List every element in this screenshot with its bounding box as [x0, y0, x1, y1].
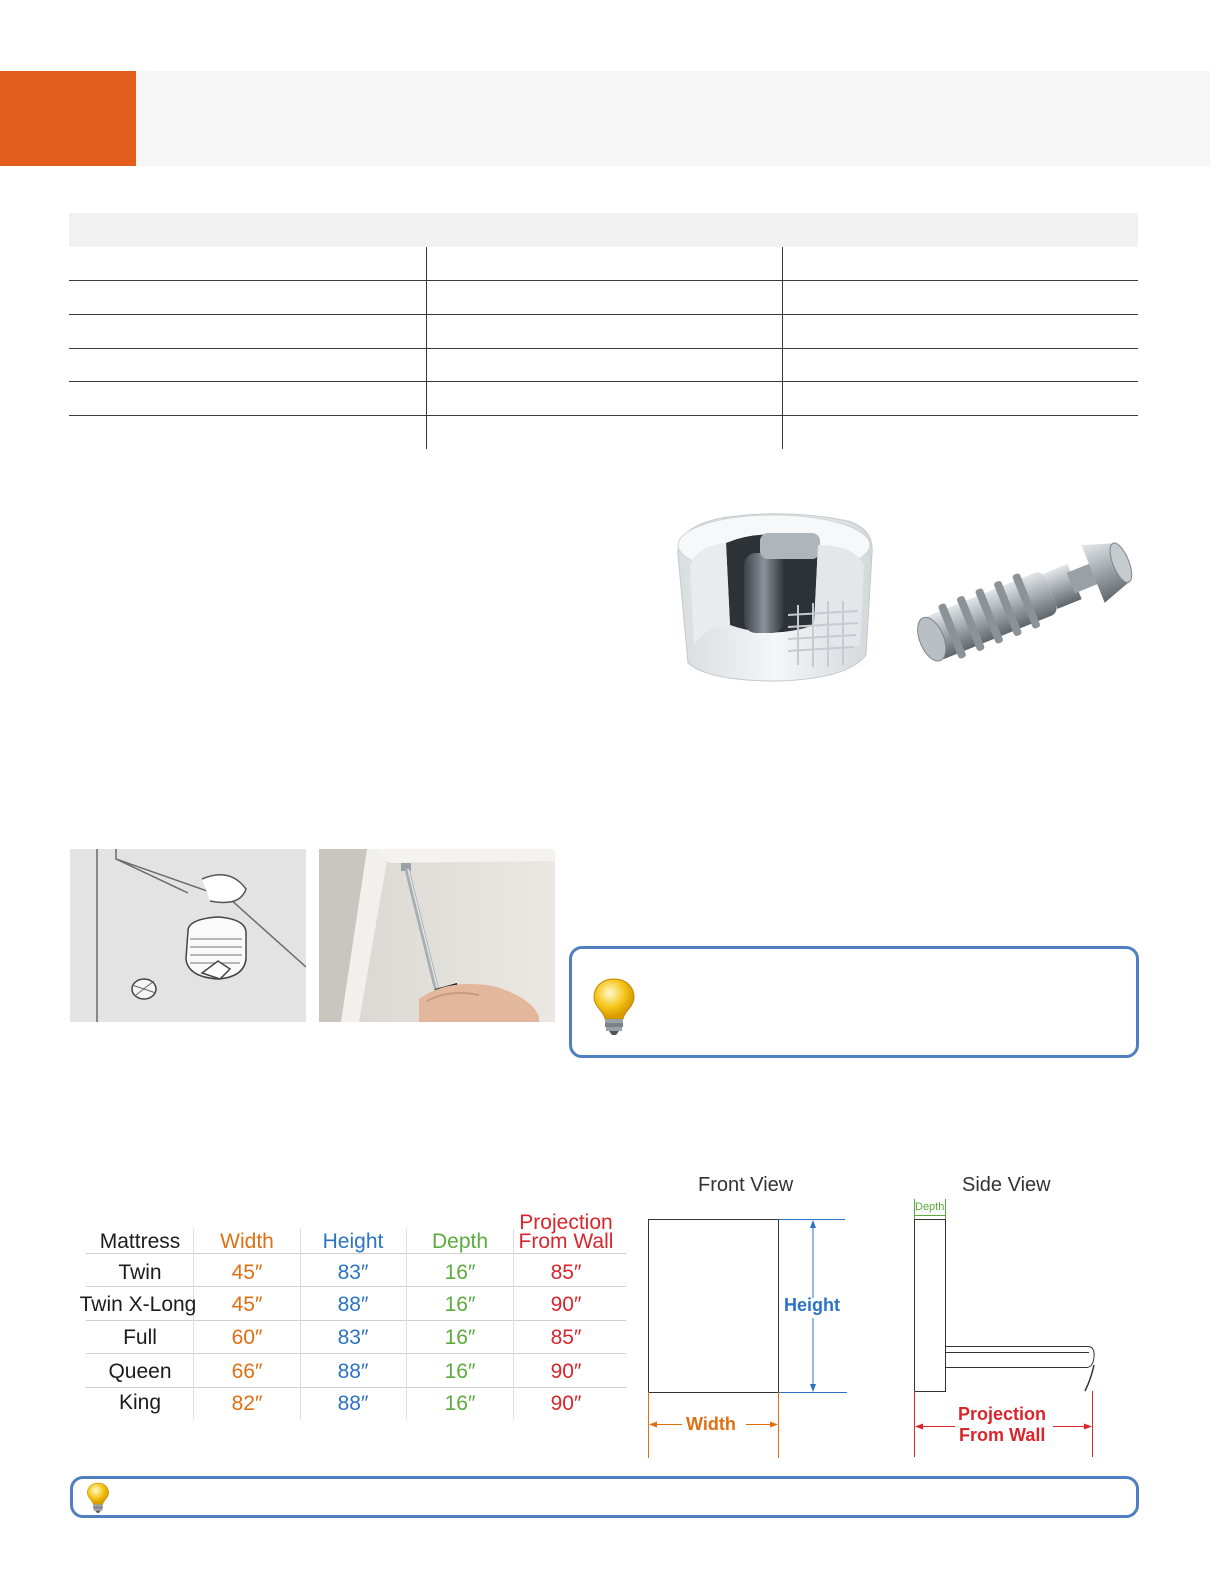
- table-column-divider: [426, 247, 427, 449]
- cell-width: 82″: [231, 1392, 263, 1415]
- cam-lock-housing-image: [668, 505, 876, 683]
- mattress-dimensions-table: [80, 1205, 628, 1427]
- cell-width: 45″: [231, 1261, 263, 1284]
- table-row-divider: [69, 348, 1138, 349]
- table-column-divider: [782, 247, 783, 449]
- table-row-divider: [69, 381, 1138, 382]
- cell-width: 45″: [231, 1293, 263, 1316]
- cell-depth: 16″: [444, 1360, 476, 1383]
- cell-height: 83″: [337, 1326, 369, 1349]
- spec-table: [69, 213, 1138, 449]
- table-row-divider: [86, 1387, 626, 1388]
- cell-mattress: Twin: [118, 1261, 162, 1284]
- cell-projection: 90″: [550, 1392, 582, 1415]
- cell-depth: 16″: [444, 1326, 476, 1349]
- cell-width: 66″: [231, 1360, 263, 1383]
- table-column-divider: [193, 1229, 194, 1419]
- cell-depth: 16″: [444, 1293, 476, 1316]
- table-row-divider: [69, 280, 1138, 281]
- front-view-height-label: Height: [784, 1295, 840, 1315]
- table-column-divider: [513, 1229, 514, 1419]
- table-row-divider: [86, 1286, 626, 1287]
- cell-depth: 16″: [444, 1261, 476, 1284]
- column-header-projection-line2: From Wall: [518, 1230, 614, 1253]
- column-header-mattress: Mattress: [99, 1230, 181, 1253]
- cell-height: 88″: [337, 1360, 369, 1383]
- table-column-divider: [300, 1229, 301, 1419]
- cell-mattress: Twin X-Long: [79, 1293, 197, 1316]
- cell-mattress: Queen: [108, 1360, 172, 1383]
- front-view-title: Front View: [698, 1174, 794, 1196]
- cell-mattress: King: [118, 1391, 162, 1414]
- side-view-projection-label-line2: From Wall: [959, 1425, 1046, 1445]
- cell-projection: 85″: [550, 1261, 582, 1284]
- side-view-depth-label: Depth: [915, 1201, 945, 1213]
- column-header-projection-line1: Projection: [519, 1211, 613, 1234]
- cell-height: 88″: [337, 1293, 369, 1316]
- front-view-width-label: Width: [686, 1414, 736, 1434]
- column-header-depth: Depth: [431, 1230, 489, 1253]
- tip-box: [569, 946, 1139, 1058]
- table-row-divider: [69, 415, 1138, 416]
- tip-box: [70, 1476, 1139, 1518]
- lightbulb-icon: [86, 1482, 110, 1514]
- side-view-title: Side View: [962, 1174, 1051, 1196]
- cell-height: 83″: [337, 1261, 369, 1284]
- cell-projection: 90″: [550, 1360, 582, 1383]
- table-row-divider: [86, 1353, 626, 1354]
- front-view-diagram: [640, 1210, 860, 1465]
- table-column-divider: [406, 1229, 407, 1419]
- header-accent-block: [0, 71, 136, 166]
- table-row-divider: [86, 1320, 626, 1321]
- cell-depth: 16″: [444, 1392, 476, 1415]
- table-row-divider: [86, 1253, 626, 1254]
- column-header-width: Width: [220, 1230, 274, 1253]
- cell-projection: 90″: [550, 1293, 582, 1316]
- header-band: [0, 71, 1210, 166]
- installation-illustration: [70, 849, 306, 1022]
- column-header-height: Height: [322, 1230, 384, 1253]
- cell-projection: 85″: [550, 1326, 582, 1349]
- lightbulb-icon: [592, 977, 636, 1037]
- cell-width: 60″: [231, 1326, 263, 1349]
- table-row-divider: [69, 314, 1138, 315]
- cam-bolt-image: [900, 522, 1142, 670]
- cell-mattress: Full: [123, 1326, 157, 1349]
- spec-table-header: [69, 213, 1138, 247]
- installation-photo: [319, 849, 555, 1022]
- cell-height: 88″: [337, 1392, 369, 1415]
- side-view-projection-label-line1: Projection: [958, 1404, 1047, 1424]
